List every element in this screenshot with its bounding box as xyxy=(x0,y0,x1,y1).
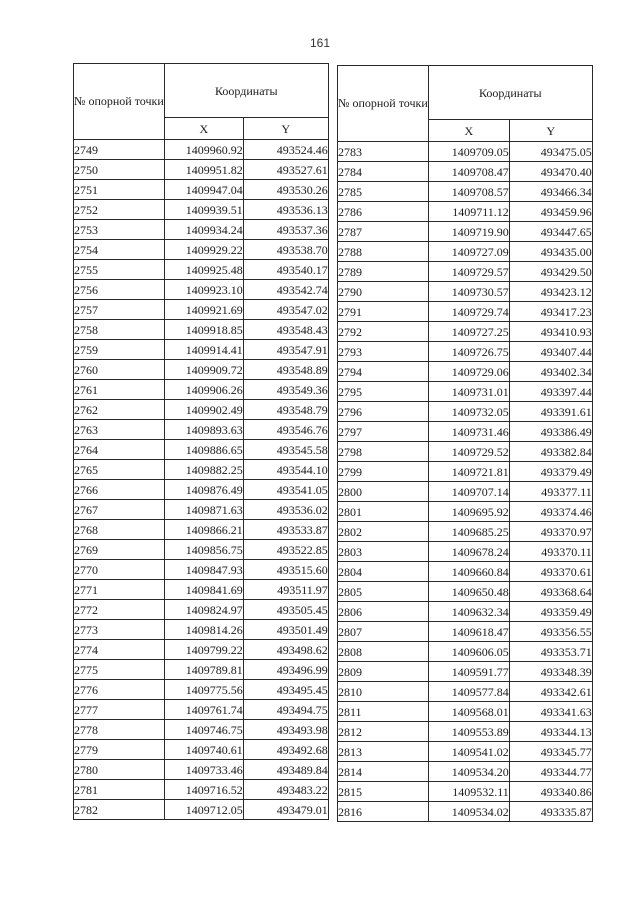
x-coordinate-cell: 1409729.57 xyxy=(428,262,509,282)
y-coordinate-cell: 493466.34 xyxy=(509,182,592,202)
table-row xyxy=(338,702,593,722)
y-coordinate-cell: 493479.01 xyxy=(243,800,328,820)
x-column-header: X xyxy=(164,118,243,140)
table-row xyxy=(74,620,329,640)
x-coordinate-cell: 1409909.72 xyxy=(164,360,243,380)
x-coordinate-cell: 1409716.52 xyxy=(164,780,243,800)
table-row xyxy=(74,340,329,360)
x-coordinate-cell: 1409951.82 xyxy=(164,160,243,180)
table-row xyxy=(338,502,593,522)
point-number-header: № опорной точки xyxy=(74,64,165,140)
point-number-cell: 2816 xyxy=(338,802,429,822)
table-row xyxy=(74,800,329,820)
point-number-cell: 2806 xyxy=(338,602,429,622)
y-coordinate-cell: 493335.87 xyxy=(509,802,592,822)
y-coordinate-cell: 493407.44 xyxy=(509,342,592,362)
point-number-cell: 2765 xyxy=(74,460,165,480)
point-number-cell: 2779 xyxy=(74,740,165,760)
table-row xyxy=(338,342,593,362)
table-row xyxy=(74,260,329,280)
x-coordinate-cell: 1409925.48 xyxy=(164,260,243,280)
table-row xyxy=(74,280,329,300)
table-row xyxy=(338,782,593,802)
table-row xyxy=(74,520,329,540)
x-coordinate-cell: 1409947.04 xyxy=(164,180,243,200)
table-row xyxy=(338,482,593,502)
x-coordinate-cell: 1409532.11 xyxy=(428,782,509,802)
x-coordinate-cell: 1409650.48 xyxy=(428,582,509,602)
y-coordinate-cell: 493536.13 xyxy=(243,200,328,220)
y-coordinate-cell: 493498.62 xyxy=(243,640,328,660)
y-column-header: Y xyxy=(243,118,328,140)
table-row xyxy=(74,360,329,380)
table-row xyxy=(338,262,593,282)
table-row xyxy=(74,580,329,600)
point-number-cell: 2756 xyxy=(74,280,165,300)
point-number-cell: 2778 xyxy=(74,720,165,740)
y-coordinate-cell: 493353.71 xyxy=(509,642,592,662)
table-row xyxy=(338,662,593,682)
table-row xyxy=(74,640,329,660)
y-coordinate-cell: 493537.36 xyxy=(243,220,328,240)
x-coordinate-cell: 1409824.97 xyxy=(164,600,243,620)
point-number-cell: 2784 xyxy=(338,162,429,182)
table-row xyxy=(338,582,593,602)
table-row xyxy=(74,760,329,780)
x-coordinate-cell: 1409730.57 xyxy=(428,282,509,302)
table-row xyxy=(338,542,593,562)
point-number-cell: 2812 xyxy=(338,722,429,742)
table-row xyxy=(338,242,593,262)
point-number-cell: 2760 xyxy=(74,360,165,380)
y-coordinate-cell: 493547.91 xyxy=(243,340,328,360)
point-number-cell: 2775 xyxy=(74,660,165,680)
x-coordinate-cell: 1409775.56 xyxy=(164,680,243,700)
y-coordinate-cell: 493423.12 xyxy=(509,282,592,302)
x-coordinate-cell: 1409712.05 xyxy=(164,800,243,820)
table-row xyxy=(338,402,593,422)
table-row xyxy=(74,320,329,340)
table-row xyxy=(74,600,329,620)
point-number-cell: 2782 xyxy=(74,800,165,820)
x-coordinate-cell: 1409618.47 xyxy=(428,622,509,642)
point-number-cell: 2761 xyxy=(74,380,165,400)
x-coordinate-cell: 1409731.46 xyxy=(428,422,509,442)
table-row xyxy=(338,142,593,162)
point-number-cell: 2762 xyxy=(74,400,165,420)
y-coordinate-cell: 493382.84 xyxy=(509,442,592,462)
table-row xyxy=(74,480,329,500)
y-coordinate-cell: 493538.70 xyxy=(243,240,328,260)
y-coordinate-cell: 493548.43 xyxy=(243,320,328,340)
x-coordinate-cell: 1409921.69 xyxy=(164,300,243,320)
coordinates-table-right xyxy=(337,65,593,822)
x-coordinate-cell: 1409906.26 xyxy=(164,380,243,400)
y-column-header: Y xyxy=(509,120,592,142)
y-coordinate-cell: 493547.02 xyxy=(243,300,328,320)
y-coordinate-cell: 493391.61 xyxy=(509,402,592,422)
y-coordinate-cell: 493370.11 xyxy=(509,542,592,562)
x-coordinate-cell: 1409893.63 xyxy=(164,420,243,440)
table-row xyxy=(74,560,329,580)
point-number-cell: 2814 xyxy=(338,762,429,782)
x-coordinate-cell: 1409914.41 xyxy=(164,340,243,360)
table-row xyxy=(74,500,329,520)
coordinates-header: Координаты xyxy=(428,66,592,120)
point-number-cell: 2749 xyxy=(74,140,165,160)
x-coordinate-cell: 1409606.05 xyxy=(428,642,509,662)
table-row xyxy=(74,180,329,200)
x-column-header: X xyxy=(428,120,509,142)
point-number-cell: 2770 xyxy=(74,560,165,580)
point-number-cell: 2766 xyxy=(74,480,165,500)
y-coordinate-cell: 493370.61 xyxy=(509,562,592,582)
point-number-cell: 2787 xyxy=(338,222,429,242)
y-coordinate-cell: 493447.65 xyxy=(509,222,592,242)
x-coordinate-cell: 1409727.25 xyxy=(428,322,509,342)
point-number-cell: 2758 xyxy=(74,320,165,340)
point-number-cell: 2777 xyxy=(74,700,165,720)
point-number-cell: 2813 xyxy=(338,742,429,762)
y-coordinate-cell: 493374.46 xyxy=(509,502,592,522)
y-coordinate-cell: 493356.55 xyxy=(509,622,592,642)
x-coordinate-cell: 1409939.51 xyxy=(164,200,243,220)
x-coordinate-cell: 1409568.01 xyxy=(428,702,509,722)
x-coordinate-cell: 1409708.57 xyxy=(428,182,509,202)
y-coordinate-cell: 493536.02 xyxy=(243,500,328,520)
point-number-cell: 2785 xyxy=(338,182,429,202)
x-coordinate-cell: 1409541.02 xyxy=(428,742,509,762)
x-coordinate-cell: 1409866.21 xyxy=(164,520,243,540)
x-coordinate-cell: 1409929.22 xyxy=(164,240,243,260)
y-coordinate-cell: 493470.40 xyxy=(509,162,592,182)
point-number-cell: 2803 xyxy=(338,542,429,562)
point-number-cell: 2781 xyxy=(74,780,165,800)
point-number-cell: 2783 xyxy=(338,142,429,162)
table-row xyxy=(74,240,329,260)
y-coordinate-cell: 493533.87 xyxy=(243,520,328,540)
y-coordinate-cell: 493496.99 xyxy=(243,660,328,680)
y-coordinate-cell: 493377.11 xyxy=(509,482,592,502)
table-row xyxy=(338,202,593,222)
x-coordinate-cell: 1409729.06 xyxy=(428,362,509,382)
x-coordinate-cell: 1409729.74 xyxy=(428,302,509,322)
x-coordinate-cell: 1409934.24 xyxy=(164,220,243,240)
x-coordinate-cell: 1409731.01 xyxy=(428,382,509,402)
x-coordinate-cell: 1409761.74 xyxy=(164,700,243,720)
y-coordinate-cell: 493417.23 xyxy=(509,302,592,322)
y-coordinate-cell: 493340.86 xyxy=(509,782,592,802)
x-coordinate-cell: 1409709.05 xyxy=(428,142,509,162)
y-coordinate-cell: 493489.84 xyxy=(243,760,328,780)
point-number-cell: 2772 xyxy=(74,600,165,620)
point-number-cell: 2789 xyxy=(338,262,429,282)
point-number-cell: 2767 xyxy=(74,500,165,520)
y-coordinate-cell: 493494.75 xyxy=(243,700,328,720)
point-number-cell: 2799 xyxy=(338,462,429,482)
x-coordinate-cell: 1409729.52 xyxy=(428,442,509,462)
point-number-cell: 2750 xyxy=(74,160,165,180)
table-row xyxy=(74,460,329,480)
table-row xyxy=(74,160,329,180)
y-coordinate-cell: 493342.61 xyxy=(509,682,592,702)
point-number-header: № опорной точки xyxy=(338,66,429,142)
x-coordinate-cell: 1409902.49 xyxy=(164,400,243,420)
table-row xyxy=(338,162,593,182)
y-coordinate-cell: 493541.05 xyxy=(243,480,328,500)
y-coordinate-cell: 493483.22 xyxy=(243,780,328,800)
point-number-cell: 2791 xyxy=(338,302,429,322)
point-number-cell: 2793 xyxy=(338,342,429,362)
x-coordinate-cell: 1409534.20 xyxy=(428,762,509,782)
table-row xyxy=(338,642,593,662)
point-number-cell: 2802 xyxy=(338,522,429,542)
page-number: 161 xyxy=(309,36,331,50)
x-coordinate-cell: 1409726.75 xyxy=(428,342,509,362)
point-number-cell: 2768 xyxy=(74,520,165,540)
table-row xyxy=(74,380,329,400)
point-number-cell: 2771 xyxy=(74,580,165,600)
x-coordinate-cell: 1409660.84 xyxy=(428,562,509,582)
y-coordinate-cell: 493549.36 xyxy=(243,380,328,400)
x-coordinate-cell: 1409814.26 xyxy=(164,620,243,640)
y-coordinate-cell: 493397.44 xyxy=(509,382,592,402)
x-coordinate-cell: 1409960.92 xyxy=(164,140,243,160)
x-coordinate-cell: 1409577.84 xyxy=(428,682,509,702)
y-coordinate-cell: 493402.34 xyxy=(509,362,592,382)
y-coordinate-cell: 493544.10 xyxy=(243,460,328,480)
table-row xyxy=(338,602,593,622)
point-number-cell: 2800 xyxy=(338,482,429,502)
y-coordinate-cell: 493542.74 xyxy=(243,280,328,300)
point-number-cell: 2769 xyxy=(74,540,165,560)
y-coordinate-cell: 493435.00 xyxy=(509,242,592,262)
x-coordinate-cell: 1409841.69 xyxy=(164,580,243,600)
y-coordinate-cell: 493370.97 xyxy=(509,522,592,542)
table-row xyxy=(338,382,593,402)
point-number-cell: 2786 xyxy=(338,202,429,222)
point-number-cell: 2792 xyxy=(338,322,429,342)
y-coordinate-cell: 493348.39 xyxy=(509,662,592,682)
table-row xyxy=(74,740,329,760)
table-row xyxy=(74,220,329,240)
x-coordinate-cell: 1409789.81 xyxy=(164,660,243,680)
point-number-cell: 2795 xyxy=(338,382,429,402)
table-row xyxy=(338,222,593,242)
y-coordinate-cell: 493344.77 xyxy=(509,762,592,782)
y-coordinate-cell: 493410.93 xyxy=(509,322,592,342)
x-coordinate-cell: 1409678.24 xyxy=(428,542,509,562)
point-number-cell: 2763 xyxy=(74,420,165,440)
y-coordinate-cell: 493522.85 xyxy=(243,540,328,560)
point-number-cell: 2808 xyxy=(338,642,429,662)
y-coordinate-cell: 493540.17 xyxy=(243,260,328,280)
table-row xyxy=(338,322,593,342)
point-number-cell: 2754 xyxy=(74,240,165,260)
x-coordinate-cell: 1409719.90 xyxy=(428,222,509,242)
x-coordinate-cell: 1409632.34 xyxy=(428,602,509,622)
point-number-cell: 2755 xyxy=(74,260,165,280)
y-coordinate-cell: 493359.49 xyxy=(509,602,592,622)
point-number-cell: 2759 xyxy=(74,340,165,360)
table-row xyxy=(338,462,593,482)
point-number-cell: 2780 xyxy=(74,760,165,780)
x-coordinate-cell: 1409707.14 xyxy=(428,482,509,502)
table-row xyxy=(338,182,593,202)
x-coordinate-cell: 1409886.65 xyxy=(164,440,243,460)
y-coordinate-cell: 493345.77 xyxy=(509,742,592,762)
x-coordinate-cell: 1409727.09 xyxy=(428,242,509,262)
point-number-cell: 2797 xyxy=(338,422,429,442)
y-coordinate-cell: 493379.49 xyxy=(509,462,592,482)
point-number-cell: 2752 xyxy=(74,200,165,220)
table-row xyxy=(338,442,593,462)
y-coordinate-cell: 493493.98 xyxy=(243,720,328,740)
point-number-cell: 2776 xyxy=(74,680,165,700)
table-row xyxy=(338,622,593,642)
table-row xyxy=(338,562,593,582)
table-row xyxy=(338,522,593,542)
x-coordinate-cell: 1409553.89 xyxy=(428,722,509,742)
y-coordinate-cell: 493368.64 xyxy=(509,582,592,602)
table-row xyxy=(74,200,329,220)
point-number-cell: 2815 xyxy=(338,782,429,802)
table-row xyxy=(74,780,329,800)
point-number-cell: 2796 xyxy=(338,402,429,422)
coordinates-table-body-left xyxy=(74,140,329,820)
x-coordinate-cell: 1409746.75 xyxy=(164,720,243,740)
table-row xyxy=(74,140,329,160)
coordinates-table-body-right xyxy=(338,142,593,822)
y-coordinate-cell: 493548.79 xyxy=(243,400,328,420)
table-row xyxy=(74,660,329,680)
x-coordinate-cell: 1409740.61 xyxy=(164,740,243,760)
point-number-cell: 2764 xyxy=(74,440,165,460)
y-coordinate-cell: 493524.46 xyxy=(243,140,328,160)
x-coordinate-cell: 1409711.12 xyxy=(428,202,509,222)
table-row xyxy=(338,422,593,442)
y-coordinate-cell: 493459.96 xyxy=(509,202,592,222)
coordinates-header: Координаты xyxy=(164,64,328,118)
x-coordinate-cell: 1409732.05 xyxy=(428,402,509,422)
table-row xyxy=(338,282,593,302)
x-coordinate-cell: 1409733.46 xyxy=(164,760,243,780)
x-coordinate-cell: 1409685.25 xyxy=(428,522,509,542)
table-row xyxy=(338,722,593,742)
table-row xyxy=(74,680,329,700)
y-coordinate-cell: 493344.13 xyxy=(509,722,592,742)
x-coordinate-cell: 1409918.85 xyxy=(164,320,243,340)
point-number-cell: 2790 xyxy=(338,282,429,302)
x-coordinate-cell: 1409847.93 xyxy=(164,560,243,580)
y-coordinate-cell: 493530.26 xyxy=(243,180,328,200)
point-number-cell: 2807 xyxy=(338,622,429,642)
x-coordinate-cell: 1409923.10 xyxy=(164,280,243,300)
point-number-cell: 2773 xyxy=(74,620,165,640)
table-row xyxy=(338,742,593,762)
point-number-cell: 2811 xyxy=(338,702,429,722)
point-number-cell: 2774 xyxy=(74,640,165,660)
point-number-cell: 2788 xyxy=(338,242,429,262)
point-number-cell: 2810 xyxy=(338,682,429,702)
x-coordinate-cell: 1409876.49 xyxy=(164,480,243,500)
x-coordinate-cell: 1409534.02 xyxy=(428,802,509,822)
point-number-cell: 2757 xyxy=(74,300,165,320)
point-number-cell: 2751 xyxy=(74,180,165,200)
y-coordinate-cell: 493495.45 xyxy=(243,680,328,700)
y-coordinate-cell: 493527.61 xyxy=(243,160,328,180)
table-row xyxy=(338,802,593,822)
point-number-cell: 2809 xyxy=(338,662,429,682)
point-number-cell: 2753 xyxy=(74,220,165,240)
point-number-cell: 2801 xyxy=(338,502,429,522)
point-number-cell: 2804 xyxy=(338,562,429,582)
table-row xyxy=(74,540,329,560)
table-row xyxy=(74,700,329,720)
x-coordinate-cell: 1409695.92 xyxy=(428,502,509,522)
y-coordinate-cell: 493386.49 xyxy=(509,422,592,442)
table-row xyxy=(338,302,593,322)
table-row xyxy=(338,762,593,782)
y-coordinate-cell: 493515.60 xyxy=(243,560,328,580)
y-coordinate-cell: 493341.63 xyxy=(509,702,592,722)
table-row xyxy=(338,682,593,702)
y-coordinate-cell: 493505.45 xyxy=(243,600,328,620)
point-number-cell: 2798 xyxy=(338,442,429,462)
table-row xyxy=(74,300,329,320)
x-coordinate-cell: 1409856.75 xyxy=(164,540,243,560)
x-coordinate-cell: 1409591.77 xyxy=(428,662,509,682)
y-coordinate-cell: 493492.68 xyxy=(243,740,328,760)
coordinates-table-left xyxy=(73,63,329,820)
table-row xyxy=(338,362,593,382)
y-coordinate-cell: 493545.58 xyxy=(243,440,328,460)
y-coordinate-cell: 493475.05 xyxy=(509,142,592,162)
y-coordinate-cell: 493511.97 xyxy=(243,580,328,600)
x-coordinate-cell: 1409721.81 xyxy=(428,462,509,482)
x-coordinate-cell: 1409871.63 xyxy=(164,500,243,520)
table-row xyxy=(74,440,329,460)
point-number-cell: 2794 xyxy=(338,362,429,382)
table-row xyxy=(74,420,329,440)
x-coordinate-cell: 1409708.47 xyxy=(428,162,509,182)
y-coordinate-cell: 493548.89 xyxy=(243,360,328,380)
point-number-cell: 2805 xyxy=(338,582,429,602)
y-coordinate-cell: 493546.76 xyxy=(243,420,328,440)
y-coordinate-cell: 493501.49 xyxy=(243,620,328,640)
table-row xyxy=(74,400,329,420)
y-coordinate-cell: 493429.50 xyxy=(509,262,592,282)
x-coordinate-cell: 1409882.25 xyxy=(164,460,243,480)
table-row xyxy=(74,720,329,740)
x-coordinate-cell: 1409799.22 xyxy=(164,640,243,660)
